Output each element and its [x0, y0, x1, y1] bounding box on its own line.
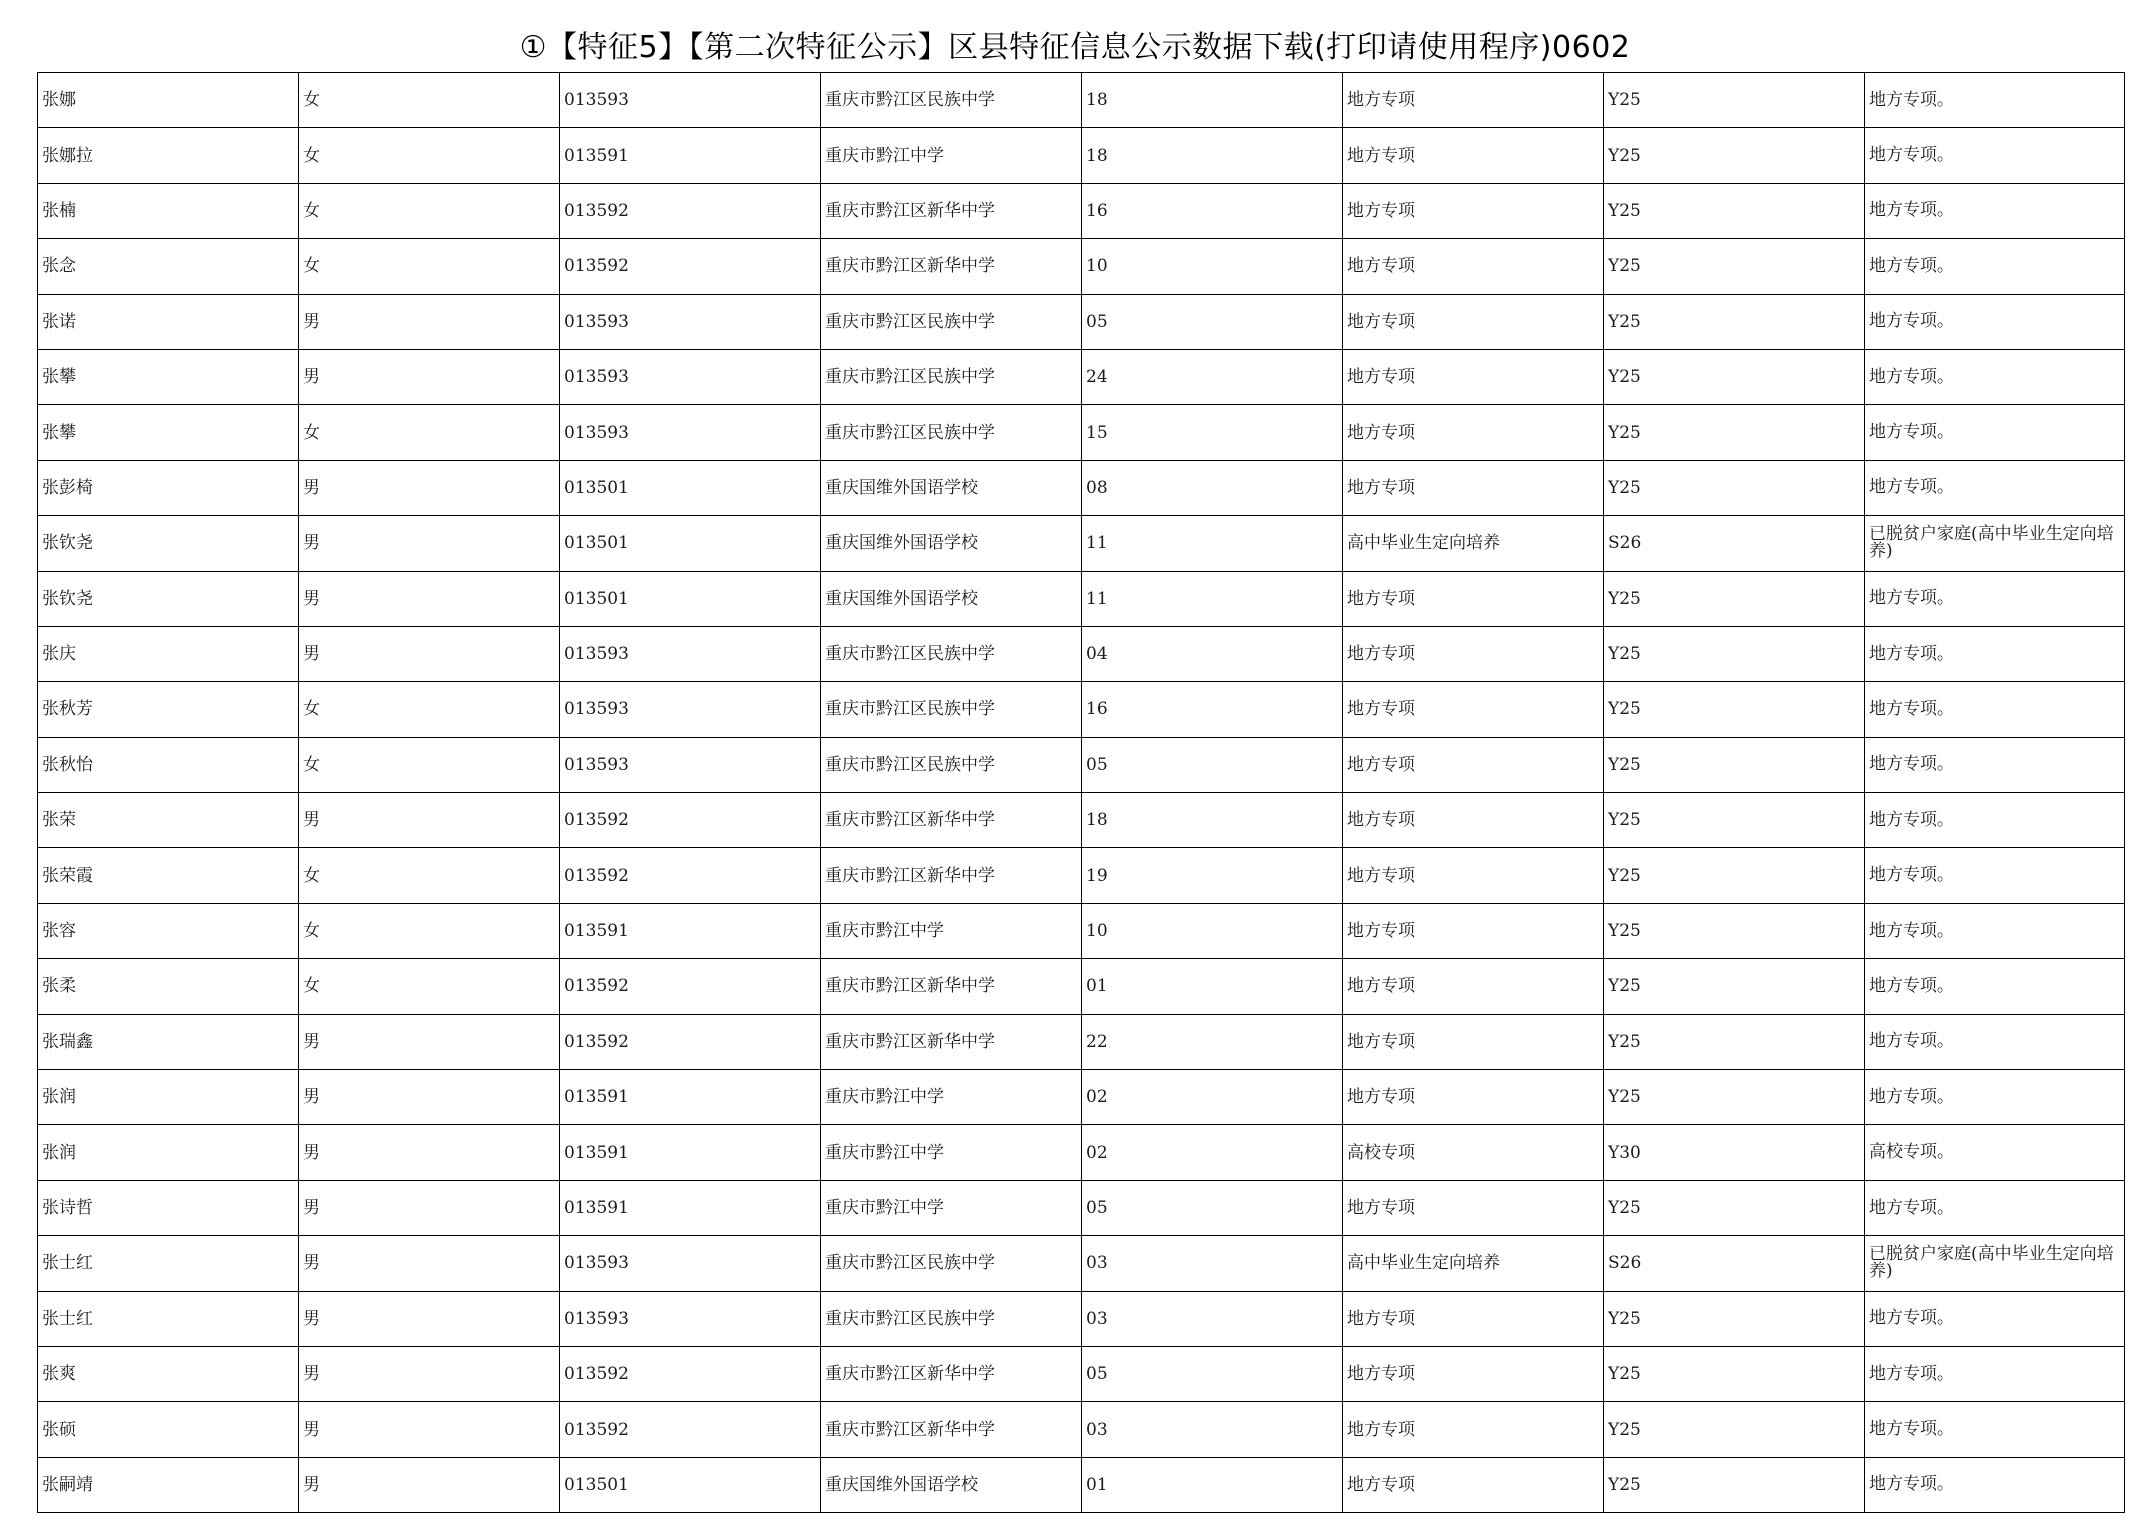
cell-class: 05	[1082, 294, 1343, 349]
cell-note: 地方专项。	[1865, 793, 2125, 848]
cell-project-code: Y30	[1604, 1125, 1865, 1180]
table-row	[38, 1457, 2125, 1512]
cell-project-code: S26	[1604, 516, 1865, 571]
cell-gender: 男	[299, 349, 560, 404]
table-row	[38, 1236, 2125, 1291]
table-row	[38, 737, 2125, 792]
cell-project-type: 地方专项	[1343, 1070, 1604, 1125]
cell-gender: 男	[299, 1402, 560, 1457]
cell-gender: 男	[299, 1070, 560, 1125]
cell-note: 地方专项。	[1865, 349, 2125, 404]
cell-school-code: 013592	[560, 793, 821, 848]
cell-project-type: 地方专项	[1343, 294, 1604, 349]
cell-project-type: 地方专项	[1343, 460, 1604, 515]
cell-note: 高校专项。	[1865, 1125, 2125, 1180]
cell-project-type: 地方专项	[1343, 183, 1604, 238]
cell-note: 已脱贫户家庭(高中毕业生定向培养)	[1865, 1236, 2125, 1291]
cell-gender: 男	[299, 460, 560, 515]
cell-project-code: Y25	[1604, 848, 1865, 903]
table-row	[38, 405, 2125, 460]
cell-project-type: 地方专项	[1343, 73, 1604, 128]
cell-project-code: Y25	[1604, 1070, 1865, 1125]
cell-class: 10	[1082, 903, 1343, 958]
cell-name: 张念	[38, 239, 299, 294]
cell-project-code: Y25	[1604, 73, 1865, 128]
cell-class: 18	[1082, 128, 1343, 183]
cell-name: 张润	[38, 1125, 299, 1180]
cell-school-code: 013593	[560, 349, 821, 404]
cell-class: 02	[1082, 1070, 1343, 1125]
cell-class: 10	[1082, 239, 1343, 294]
cell-school-code: 013592	[560, 1402, 821, 1457]
cell-note: 地方专项。	[1865, 903, 2125, 958]
cell-project-code: Y25	[1604, 682, 1865, 737]
cell-school-name: 重庆市黔江中学	[821, 1180, 1082, 1235]
cell-school-name: 重庆市黔江区新华中学	[821, 1014, 1082, 1069]
table-row	[38, 73, 2125, 128]
cell-note: 地方专项。	[1865, 626, 2125, 681]
cell-project-type: 地方专项	[1343, 1402, 1604, 1457]
cell-note: 地方专项。	[1865, 1402, 2125, 1457]
page-title: ①【特征5】【第二次特征公示】区县特征信息公示数据下载(打印请使用程序)0602	[519, 30, 1631, 65]
cell-gender: 男	[299, 294, 560, 349]
cell-project-type: 高中毕业生定向培养	[1343, 1236, 1604, 1291]
cell-project-code: Y25	[1604, 294, 1865, 349]
cell-name: 张嗣靖	[38, 1457, 299, 1512]
cell-school-name: 重庆市黔江区新华中学	[821, 1402, 1082, 1457]
cell-class: 18	[1082, 73, 1343, 128]
cell-gender: 女	[299, 73, 560, 128]
cell-class: 22	[1082, 1014, 1343, 1069]
cell-school-code: 013591	[560, 1180, 821, 1235]
cell-project-type: 地方专项	[1343, 571, 1604, 626]
cell-school-code: 013592	[560, 183, 821, 238]
cell-school-code: 013591	[560, 128, 821, 183]
cell-class: 02	[1082, 1125, 1343, 1180]
table-row	[38, 682, 2125, 737]
cell-project-type: 地方专项	[1343, 128, 1604, 183]
cell-gender: 女	[299, 959, 560, 1014]
cell-class: 03	[1082, 1236, 1343, 1291]
cell-project-code: Y25	[1604, 239, 1865, 294]
cell-gender: 男	[299, 1180, 560, 1235]
cell-project-code: Y25	[1604, 571, 1865, 626]
cell-project-type: 地方专项	[1343, 626, 1604, 681]
cell-gender: 女	[299, 682, 560, 737]
cell-project-code: Y25	[1604, 1291, 1865, 1346]
cell-name: 张娜拉	[38, 128, 299, 183]
cell-name: 张荣	[38, 793, 299, 848]
cell-note: 已脱贫户家庭(高中毕业生定向培养)	[1865, 516, 2125, 571]
cell-class: 04	[1082, 626, 1343, 681]
cell-project-type: 地方专项	[1343, 903, 1604, 958]
cell-project-type: 地方专项	[1343, 405, 1604, 460]
table-row	[38, 294, 2125, 349]
table-row	[38, 959, 2125, 1014]
cell-school-name: 重庆市黔江区新华中学	[821, 959, 1082, 1014]
cell-school-name: 重庆国维外国语学校	[821, 571, 1082, 626]
cell-project-type: 地方专项	[1343, 1457, 1604, 1512]
cell-name: 张庆	[38, 626, 299, 681]
cell-project-code: S26	[1604, 1236, 1865, 1291]
cell-note: 地方专项。	[1865, 73, 2125, 128]
cell-class: 03	[1082, 1402, 1343, 1457]
cell-class: 05	[1082, 737, 1343, 792]
cell-project-code: Y25	[1604, 959, 1865, 1014]
cell-name: 张诗哲	[38, 1180, 299, 1235]
cell-school-name: 重庆市黔江区新华中学	[821, 1346, 1082, 1401]
cell-gender: 男	[299, 1014, 560, 1069]
cell-project-code: Y25	[1604, 1014, 1865, 1069]
cell-name: 张彭椅	[38, 460, 299, 515]
cell-note: 地方专项。	[1865, 848, 2125, 903]
cell-gender: 男	[299, 516, 560, 571]
cell-project-code: Y25	[1604, 1180, 1865, 1235]
cell-school-code: 013593	[560, 1291, 821, 1346]
cell-name: 张楠	[38, 183, 299, 238]
cell-gender: 男	[299, 1125, 560, 1180]
cell-school-name: 重庆国维外国语学校	[821, 1457, 1082, 1512]
cell-school-code: 013592	[560, 1346, 821, 1401]
cell-school-code: 013593	[560, 1236, 821, 1291]
cell-name: 张秋怡	[38, 737, 299, 792]
table-row	[38, 516, 2125, 571]
cell-project-code: Y25	[1604, 1402, 1865, 1457]
cell-school-code: 013592	[560, 848, 821, 903]
cell-gender: 男	[299, 571, 560, 626]
cell-note: 地方专项。	[1865, 1457, 2125, 1512]
cell-school-name: 重庆市黔江区民族中学	[821, 737, 1082, 792]
table-body	[38, 73, 2125, 1513]
cell-class: 11	[1082, 516, 1343, 571]
cell-note: 地方专项。	[1865, 128, 2125, 183]
cell-project-type: 地方专项	[1343, 848, 1604, 903]
cell-gender: 女	[299, 239, 560, 294]
cell-name: 张钦尧	[38, 516, 299, 571]
cell-school-name: 重庆市黔江中学	[821, 128, 1082, 183]
cell-note: 地方专项。	[1865, 294, 2125, 349]
cell-name: 张瑞鑫	[38, 1014, 299, 1069]
cell-school-name: 重庆国维外国语学校	[821, 460, 1082, 515]
cell-project-code: Y25	[1604, 128, 1865, 183]
table-row	[38, 183, 2125, 238]
cell-school-code: 013592	[560, 1014, 821, 1069]
table-row	[38, 903, 2125, 958]
cell-school-code: 013591	[560, 903, 821, 958]
cell-project-code: Y25	[1604, 405, 1865, 460]
cell-project-code: Y25	[1604, 737, 1865, 792]
cell-note: 地方专项。	[1865, 682, 2125, 737]
cell-school-code: 013592	[560, 959, 821, 1014]
cell-note: 地方专项。	[1865, 1070, 2125, 1125]
cell-school-name: 重庆市黔江区新华中学	[821, 793, 1082, 848]
cell-name: 张娜	[38, 73, 299, 128]
cell-school-code: 013592	[560, 239, 821, 294]
cell-gender: 女	[299, 737, 560, 792]
cell-name: 张诺	[38, 294, 299, 349]
cell-class: 03	[1082, 1291, 1343, 1346]
cell-class: 11	[1082, 571, 1343, 626]
cell-school-name: 重庆市黔江区民族中学	[821, 1236, 1082, 1291]
cell-gender: 女	[299, 848, 560, 903]
table-row	[38, 239, 2125, 294]
cell-school-code: 013593	[560, 682, 821, 737]
cell-note: 地方专项。	[1865, 959, 2125, 1014]
cell-name: 张秋芳	[38, 682, 299, 737]
cell-name: 张柔	[38, 959, 299, 1014]
cell-gender: 女	[299, 405, 560, 460]
cell-note: 地方专项。	[1865, 1346, 2125, 1401]
cell-school-name: 重庆市黔江区民族中学	[821, 73, 1082, 128]
cell-class: 05	[1082, 1180, 1343, 1235]
cell-project-code: Y25	[1604, 626, 1865, 681]
cell-note: 地方专项。	[1865, 183, 2125, 238]
cell-gender: 男	[299, 1457, 560, 1512]
cell-school-name: 重庆市黔江区新华中学	[821, 183, 1082, 238]
cell-school-name: 重庆市黔江区民族中学	[821, 626, 1082, 681]
cell-name: 张润	[38, 1070, 299, 1125]
cell-name: 张士红	[38, 1236, 299, 1291]
data-table	[37, 72, 2125, 1513]
cell-gender: 女	[299, 183, 560, 238]
cell-note: 地方专项。	[1865, 1180, 2125, 1235]
cell-project-code: Y25	[1604, 183, 1865, 238]
cell-school-code: 013593	[560, 626, 821, 681]
cell-note: 地方专项。	[1865, 737, 2125, 792]
table-row	[38, 1014, 2125, 1069]
cell-class: 08	[1082, 460, 1343, 515]
cell-project-type: 地方专项	[1343, 239, 1604, 294]
cell-note: 地方专项。	[1865, 405, 2125, 460]
cell-school-name: 重庆市黔江区新华中学	[821, 848, 1082, 903]
cell-note: 地方专项。	[1865, 460, 2125, 515]
cell-project-type: 地方专项	[1343, 1346, 1604, 1401]
cell-project-type: 地方专项	[1343, 1014, 1604, 1069]
cell-note: 地方专项。	[1865, 571, 2125, 626]
cell-school-name: 重庆市黔江区民族中学	[821, 349, 1082, 404]
cell-class: 24	[1082, 349, 1343, 404]
table-row	[38, 460, 2125, 515]
cell-gender: 男	[299, 626, 560, 681]
cell-class: 16	[1082, 183, 1343, 238]
cell-class: 16	[1082, 682, 1343, 737]
cell-project-type: 地方专项	[1343, 959, 1604, 1014]
table-row	[38, 793, 2125, 848]
cell-name: 张硕	[38, 1402, 299, 1457]
cell-school-code: 013593	[560, 73, 821, 128]
cell-name: 张容	[38, 903, 299, 958]
cell-gender: 男	[299, 1236, 560, 1291]
cell-project-type: 高校专项	[1343, 1125, 1604, 1180]
cell-name: 张荣霞	[38, 848, 299, 903]
cell-school-name: 重庆市黔江中学	[821, 1125, 1082, 1180]
cell-project-type: 地方专项	[1343, 737, 1604, 792]
cell-school-code: 013591	[560, 1070, 821, 1125]
cell-project-type: 地方专项	[1343, 682, 1604, 737]
table-row	[38, 1070, 2125, 1125]
cell-project-code: Y25	[1604, 903, 1865, 958]
cell-class: 01	[1082, 1457, 1343, 1512]
cell-class: 05	[1082, 1346, 1343, 1401]
cell-name: 张钦尧	[38, 571, 299, 626]
cell-project-code: Y25	[1604, 793, 1865, 848]
cell-name: 张爽	[38, 1346, 299, 1401]
cell-project-type: 高中毕业生定向培养	[1343, 516, 1604, 571]
cell-school-code: 013501	[560, 1457, 821, 1512]
cell-project-type: 地方专项	[1343, 793, 1604, 848]
cell-name: 张攀	[38, 349, 299, 404]
cell-school-code: 013501	[560, 516, 821, 571]
cell-class: 18	[1082, 793, 1343, 848]
cell-school-name: 重庆市黔江区民族中学	[821, 1291, 1082, 1346]
table-row	[38, 571, 2125, 626]
cell-school-name: 重庆市黔江区民族中学	[821, 682, 1082, 737]
cell-school-code: 013501	[560, 571, 821, 626]
cell-class: 15	[1082, 405, 1343, 460]
table-row	[38, 848, 2125, 903]
cell-school-code: 013591	[560, 1125, 821, 1180]
cell-gender: 男	[299, 793, 560, 848]
cell-school-name: 重庆市黔江区民族中学	[821, 405, 1082, 460]
cell-project-code: Y25	[1604, 1457, 1865, 1512]
cell-class: 01	[1082, 959, 1343, 1014]
cell-school-code: 013593	[560, 405, 821, 460]
cell-project-type: 地方专项	[1343, 1291, 1604, 1346]
cell-project-code: Y25	[1604, 349, 1865, 404]
cell-note: 地方专项。	[1865, 1291, 2125, 1346]
cell-school-name: 重庆国维外国语学校	[821, 516, 1082, 571]
cell-note: 地方专项。	[1865, 1014, 2125, 1069]
cell-project-type: 地方专项	[1343, 349, 1604, 404]
table-row	[38, 1346, 2125, 1401]
cell-name: 张士红	[38, 1291, 299, 1346]
cell-gender: 女	[299, 903, 560, 958]
cell-gender: 男	[299, 1291, 560, 1346]
cell-school-name: 重庆市黔江中学	[821, 903, 1082, 958]
table-row	[38, 1180, 2125, 1235]
table-row	[38, 626, 2125, 681]
cell-project-code: Y25	[1604, 460, 1865, 515]
cell-school-name: 重庆市黔江区民族中学	[821, 294, 1082, 349]
cell-school-code: 013501	[560, 460, 821, 515]
table-row	[38, 349, 2125, 404]
table-row	[38, 128, 2125, 183]
cell-school-name: 重庆市黔江中学	[821, 1070, 1082, 1125]
cell-note: 地方专项。	[1865, 239, 2125, 294]
cell-class: 19	[1082, 848, 1343, 903]
cell-school-name: 重庆市黔江区新华中学	[821, 239, 1082, 294]
table-row	[38, 1402, 2125, 1457]
cell-school-code: 013593	[560, 294, 821, 349]
cell-gender: 女	[299, 128, 560, 183]
cell-project-code: Y25	[1604, 1346, 1865, 1401]
cell-gender: 男	[299, 1346, 560, 1401]
cell-project-type: 地方专项	[1343, 1180, 1604, 1235]
cell-name: 张攀	[38, 405, 299, 460]
table-row	[38, 1291, 2125, 1346]
table-row	[38, 1125, 2125, 1180]
cell-school-code: 013593	[560, 737, 821, 792]
